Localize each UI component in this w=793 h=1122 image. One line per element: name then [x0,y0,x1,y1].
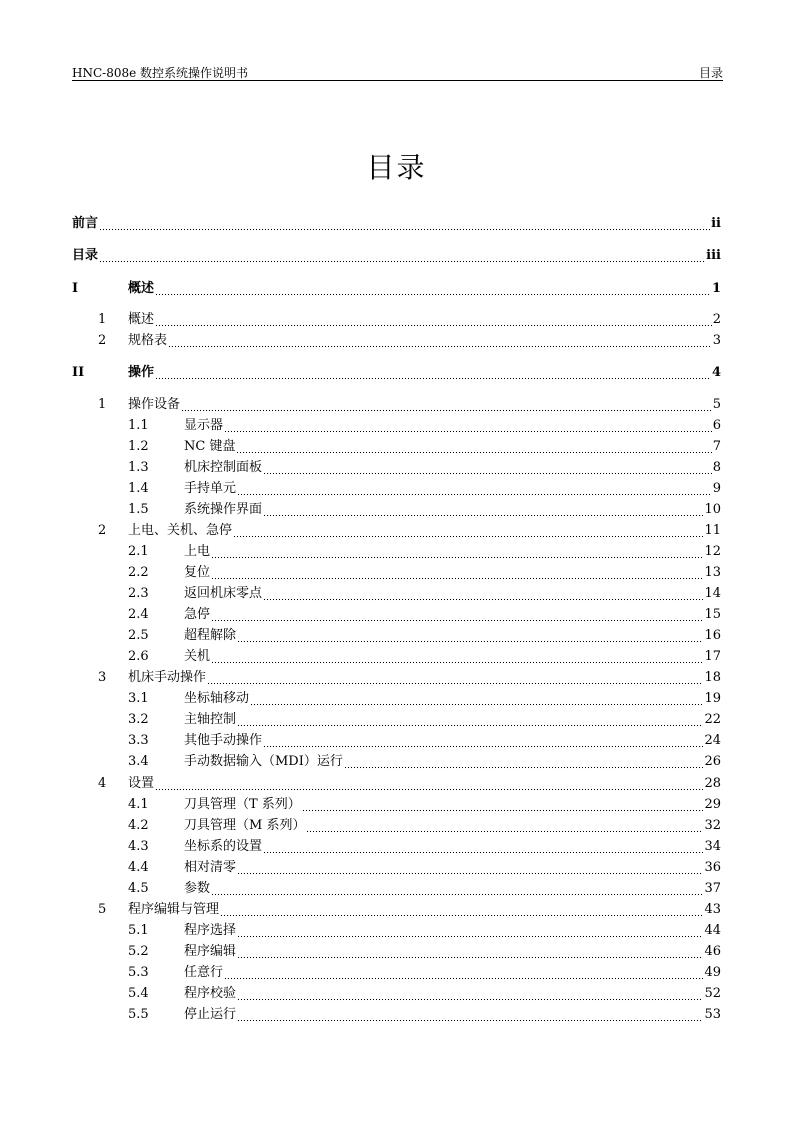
toc-entry-label: 概述 [128,312,155,327]
toc-dot-leader [236,439,711,455]
toc-dot-leader [211,544,703,560]
toc-dot-leader [237,628,703,644]
toc-entry[interactable] [98,312,721,328]
toc-entry-page-number: 46 [704,944,721,959]
toc-entry-number: 5.2 [128,944,149,959]
page-header [72,64,723,81]
toc-dot-leader [211,565,703,581]
toc-entry-page-number: 36 [704,860,721,875]
toc-entry-number: 3.3 [128,733,149,748]
toc-entry-page-number: 26 [704,754,721,769]
toc-dot-leader [263,839,703,855]
toc-entry-number: 1.2 [128,439,149,454]
toc-entry-page-number: iii [706,248,721,263]
toc-entry-label: 主轴控制 [184,712,237,727]
toc-entry-label: 上电、关机、急停 [128,523,233,538]
toc-entry-page-number: 43 [704,902,721,917]
toc-entry-label: 程序选择 [184,923,237,938]
toc-dot-leader [233,523,703,539]
toc-entry-page-number: 53 [704,1007,721,1022]
toc-dot-leader [263,502,703,518]
toc-entry-label: 操作 [128,365,155,380]
toc-dot-leader [155,312,712,328]
toc-entry-number: 4.5 [128,881,149,896]
toc-entry-label: 机床控制面板 [184,460,263,475]
toc-dot-leader [250,691,703,707]
toc-dot-leader [211,649,703,665]
toc-entry-number: 1.4 [128,481,149,496]
toc-entry-page-number: 22 [704,712,721,727]
toc-entry[interactable] [72,216,721,232]
toc-entry-label: 程序编辑与管理 [128,902,220,917]
toc-entry-label: 手持单元 [184,481,237,496]
toc-entry[interactable] [128,649,721,665]
toc-entry-number: 2.2 [128,565,149,580]
toc-entry-number: 3.1 [128,691,149,706]
toc-entry-number: II [72,365,85,380]
toc-entry[interactable] [128,860,721,876]
toc-entry[interactable] [72,248,721,264]
toc-entry-page-number: 2 [712,312,721,327]
toc-entry-label: 坐标系的设置 [184,839,263,854]
toc-entry-number: 1 [98,312,107,327]
toc-dot-leader [306,818,703,834]
toc-entry-label: 程序编辑 [184,944,237,959]
toc-dot-leader [237,986,703,1002]
toc-entry-page-number: 17 [704,649,721,664]
toc-entry-page-number: 8 [712,460,721,475]
toc-entry[interactable] [128,565,721,581]
toc-entry[interactable] [128,607,721,623]
toc-entry[interactable] [128,502,721,518]
toc-entry[interactable] [128,691,721,707]
toc-entry-number: 1.3 [128,460,149,475]
toc-entry-page-number: 15 [704,607,721,622]
toc-dot-leader [220,902,703,918]
toc-dot-leader [263,733,703,749]
toc-entry[interactable] [128,1007,721,1023]
toc-entry-label: 机床手动操作 [128,670,207,685]
toc-entry[interactable] [128,460,721,476]
toc-entry[interactable] [72,365,721,381]
toc-entry-number: 5.1 [128,923,149,938]
toc-entry-label: 急停 [184,607,211,622]
toc-entry-label: 相对清零 [184,860,237,875]
toc-dot-leader [237,944,703,960]
toc-entry-page-number: 18 [704,670,721,685]
toc-entry[interactable] [128,418,721,434]
toc-entry[interactable] [98,523,721,539]
toc-entry-label: 前言 [72,216,99,231]
toc-entry-page-number: 49 [704,965,721,980]
toc-entry[interactable] [128,797,721,813]
toc-entry-page-number: 16 [704,628,721,643]
toc-entry-number: 2.4 [128,607,149,622]
toc-dot-leader [237,712,703,728]
toc-entry[interactable] [128,818,721,834]
toc-entry-label: 坐标轴移动 [184,691,250,706]
toc-entry-label: 设置 [128,776,155,791]
toc-entry[interactable] [98,670,721,686]
toc-entry-page-number: 3 [712,333,721,348]
toc-entry-label: 任意行 [184,965,224,980]
toc-entry-label: 操作设备 [128,397,181,412]
toc-entry-label: 概述 [128,281,155,296]
toc-entry-number: 2.1 [128,544,149,559]
toc-entry-number: 5.4 [128,986,149,1001]
toc-entry-number: 2.3 [128,586,149,601]
toc-dot-leader [224,418,712,434]
toc-entry-number: 1.5 [128,502,149,517]
toc-entry[interactable] [128,839,721,855]
toc-entry-page-number: 32 [704,818,721,833]
toc-dot-leader [155,281,711,297]
toc-entry-label: 复位 [184,565,211,580]
toc-entry[interactable] [128,986,721,1002]
toc-entry-page-number: 1 [711,281,721,296]
toc-entry[interactable] [98,333,721,349]
toc-dot-leader [155,776,703,792]
toc-entry-number: 5.5 [128,1007,149,1022]
toc-entry[interactable] [128,586,721,602]
toc-entry[interactable] [98,776,721,792]
toc-entry[interactable] [128,439,721,455]
toc-entry[interactable] [128,712,721,728]
toc-entry-label: 系统操作界面 [184,502,263,517]
toc-entry[interactable] [72,281,721,297]
toc-entry-page-number: 29 [704,797,721,812]
toc-entry-number: 4.4 [128,860,149,875]
toc-entry-page-number: 7 [712,439,721,454]
toc-dot-leader [207,670,703,686]
toc-dot-leader [237,923,703,939]
toc-entry-label: NC 键盘 [184,439,236,454]
toc-entry-page-number: 5 [712,397,721,412]
toc-entry-number: 2.5 [128,628,149,643]
toc-entry-number: 3 [98,670,107,685]
toc-entry[interactable] [128,944,721,960]
toc-entry-label: 其他手动操作 [184,733,263,748]
toc-entry-number: 1.1 [128,418,149,433]
toc-entry[interactable] [128,544,721,560]
toc-entry-number: 5.3 [128,965,149,980]
toc-entry-page-number: 14 [704,586,721,601]
toc-entry[interactable] [98,397,721,413]
toc-entry-label: 上电 [184,544,211,559]
toc-entry-number: 5 [98,902,107,917]
toc-entry-label: 刀具管理（T 系列） [184,797,301,812]
toc-entry-page-number: 10 [704,502,721,517]
toc-entry-label: 返回机床零点 [184,586,263,601]
toc-entry-number: 4 [98,776,107,791]
toc-dot-leader [224,965,703,981]
toc-entry[interactable] [128,481,721,497]
toc-entry-page-number: 52 [704,986,721,1001]
toc-entry-page-number: ii [711,216,721,231]
toc-entry-page-number: 12 [704,544,721,559]
toc-dot-leader [181,397,712,413]
toc-entry-label: 程序校验 [184,986,237,1001]
toc-dot-leader [168,333,712,349]
toc-entry-label: 显示器 [184,418,224,433]
toc-entry-label: 刀具管理（M 系列） [184,818,306,833]
toc-dot-leader [263,460,712,476]
toc-entry-page-number: 19 [704,691,721,706]
toc-dot-leader [344,754,704,770]
header-document-title: HNC-808e 数控系统操作说明书 [72,66,249,80]
toc-entry-page-number: 24 [704,733,721,748]
toc-entry-number: 4.2 [128,818,149,833]
toc-entry[interactable] [128,754,721,770]
page-title: 目录 [366,151,427,184]
toc-entry-page-number: 44 [704,923,721,938]
toc-dot-leader [99,216,710,232]
toc-entry[interactable] [128,881,721,897]
toc-dot-leader [99,248,705,264]
toc-entry-label: 停止运行 [184,1007,237,1022]
toc-dot-leader [237,860,703,876]
toc-entry-page-number: 6 [712,418,721,433]
toc-dot-leader [155,365,711,381]
toc-entry-page-number: 13 [704,565,721,580]
toc-entry-label: 参数 [184,881,211,896]
toc-entry-label: 手动数据输入（MDI）运行 [184,754,343,769]
toc-entry-label: 目录 [72,248,99,263]
toc-entry-label: 关机 [184,649,211,664]
toc-entry-number: 2.6 [128,649,149,664]
toc-dot-leader [302,797,704,813]
toc-entry-label: 规格表 [128,333,168,348]
toc-entry-page-number: 28 [704,776,721,791]
toc-dot-leader [237,1007,703,1023]
toc-entry[interactable] [128,923,721,939]
toc-entry-page-number: 37 [704,881,721,896]
toc-entry-number: 3.2 [128,712,149,727]
toc-dot-leader [263,586,703,602]
toc-dot-leader [237,481,712,497]
toc-entry-page-number: 4 [711,365,721,380]
header-section-title: 目录 [698,66,723,80]
toc-entry-page-number: 34 [704,839,721,854]
toc-entry-number: 3.4 [128,754,149,769]
toc-entry-number: 2 [98,523,107,538]
toc-entry-number: I [72,281,79,296]
toc-entry-page-number: 9 [712,481,721,496]
toc-entry-page-number: 11 [704,523,721,538]
toc-entry-number: 4.1 [128,797,149,812]
toc-entry[interactable] [128,628,721,644]
toc-entry-number: 2 [98,333,107,348]
toc-dot-leader [211,881,703,897]
toc-dot-leader [211,607,703,623]
toc-entry-number: 4.3 [128,839,149,854]
toc-entry-number: 1 [98,397,107,412]
toc-entry[interactable] [98,902,721,918]
toc-entry-label: 超程解除 [184,628,237,643]
toc-entry[interactable] [128,965,721,981]
toc-entry[interactable] [128,733,721,749]
